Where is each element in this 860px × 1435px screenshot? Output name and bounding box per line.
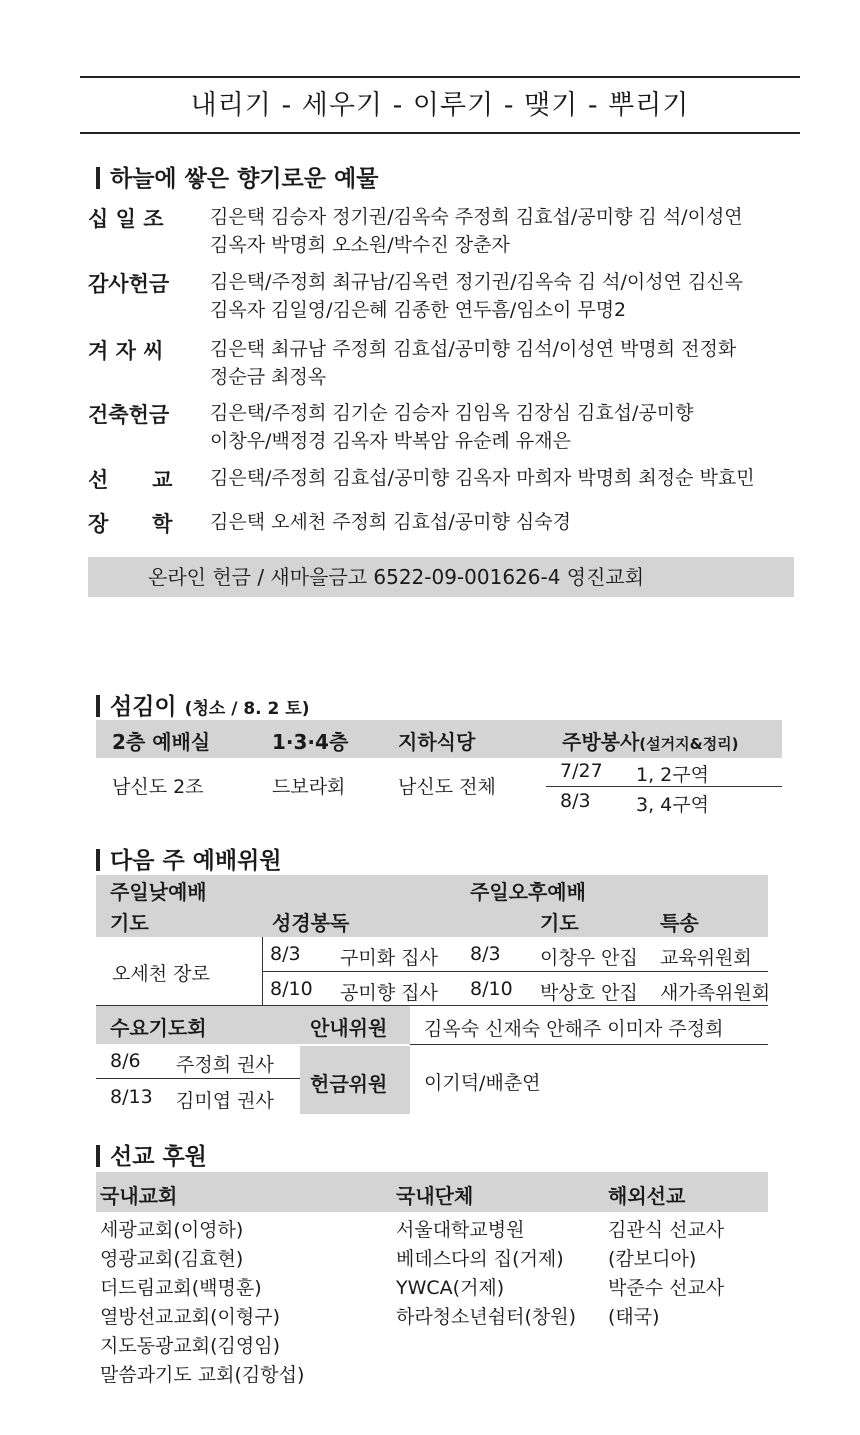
header-special-song: 특송 (660, 911, 699, 935)
servant-2f: 남신도 2조 (112, 776, 204, 798)
list-item: 베데스다의 집(거제) (396, 1248, 564, 1270)
offering-label: 겨 자 씨 (88, 339, 164, 363)
scripture-reader: 공미향 집사 (340, 982, 438, 1004)
domestic-churches-list (100, 1216, 304, 1390)
worship-date: 8/3 (270, 943, 301, 965)
guide-divider (410, 1044, 768, 1045)
afternoon-prayer: 박상호 안집 (540, 982, 638, 1004)
online-offering-account: 온라인 헌금 / 새마을금고 6522-09-001626-4 영진교회 (88, 557, 794, 597)
kitchen-date: 8/3 (560, 790, 591, 812)
worship-date-afternoon: 8/3 (470, 943, 501, 965)
banner-top-rule (80, 76, 800, 78)
offering-label: 건축헌금 (88, 403, 170, 427)
wednesday-leader: 주정희 권사 (176, 1054, 274, 1076)
list-item: YWCA(거제) (396, 1277, 505, 1299)
header-kitchen: 주방봉사(설거지&정리) (562, 730, 739, 754)
guide-members: 김옥숙 신재숙 안해주 이미자 주정희 (424, 1018, 724, 1040)
list-item: (캄보디아) (608, 1248, 697, 1270)
wednesday-divider (96, 1078, 300, 1079)
list-item: 열방선교교회(이형구) (100, 1306, 281, 1328)
header-overseas-mission: 해외선교 (608, 1184, 686, 1208)
scripture-reader: 구미화 집사 (340, 947, 438, 969)
kitchen-divider (546, 786, 782, 787)
banner-bottom-rule (80, 132, 800, 134)
offering-label: 선 교 (88, 468, 173, 492)
wednesday-date: 8/6 (110, 1050, 141, 1072)
list-item: 김관식 선교사 (608, 1219, 725, 1241)
domestic-orgs-list (396, 1216, 576, 1332)
wednesday-date: 8/13 (110, 1086, 153, 1108)
header-wednesday-prayer: 수요기도회 (110, 1016, 207, 1040)
wednesday-leader: 김미엽 권사 (176, 1090, 274, 1112)
offering-label: 감사헌금 (88, 272, 170, 296)
header-domestic-churches: 국내교회 (100, 1184, 178, 1208)
offerings-title: 하늘에 쌓은 향기로운 예물 (96, 160, 378, 193)
header-2f-hall: 2층 예배실 (112, 730, 211, 754)
worship-date-afternoon: 8/10 (470, 978, 513, 1000)
offering-names: 김은택/주정희 최규남/김옥련 정기권/김옥숙 김 석/이성연 김신옥 김옥자 김일영/김은혜 김종한 연두흠/임소이 무명2 (210, 271, 744, 321)
header-134f: 1·3·4층 (272, 730, 349, 754)
offering-names: 김은택/주정희 김기순 김승자 김임옥 김장심 김효섭/공미향 이창우/백정경 김옥자 박복암 유순례 유재은 (210, 402, 694, 452)
special-song-group: 새가족위원회 (660, 982, 771, 1004)
header-prayer: 기도 (110, 911, 149, 935)
servant-basement: 남신도 전체 (398, 776, 496, 798)
banner-motto: 내리기 - 세우기 - 이루기 - 맺기 - 뿌리기 (190, 90, 690, 121)
special-song-group: 교육위원회 (660, 947, 752, 969)
list-item: 박준수 선교사 (608, 1277, 725, 1299)
morning-prayer-person: 오세천 장로 (112, 963, 210, 985)
mission-title: 선교 후원 (96, 1138, 207, 1171)
list-item: 말씀과기도 교회(김항섭) (100, 1364, 305, 1386)
worship-date: 8/10 (270, 978, 313, 1000)
header-offering-committee: 헌금위원 (310, 1072, 388, 1096)
afternoon-prayer: 이창우 안집 (540, 947, 638, 969)
offering-names: 김은택 오세천 주정희 김효섭/공미향 심숙경 (210, 511, 571, 533)
kitchen-area: 3, 4구역 (636, 794, 709, 816)
offering-names: 김은택 최규남 주정희 김효섭/공미향 김석/이성연 박명희 전정화 정순금 최정옥 (210, 338, 737, 388)
list-item: 더드림교회(백명훈) (100, 1277, 262, 1299)
header-guide: 안내위원 (310, 1016, 388, 1040)
list-item: 세광교회(이영하) (100, 1219, 244, 1241)
offering-names: 김은택 김승자 정기권/김옥숙 주정희 김효섭/공미향 김 석/이성연 김옥자 박명희 오소원/박수진 장춘자 (210, 206, 743, 256)
list-item: 하라청소년쉼터(창원) (396, 1306, 577, 1328)
offering-label: 장 학 (88, 512, 173, 536)
header-sunday-afternoon: 주일오후예배 (470, 880, 586, 904)
worship-title: 다음 주 예배위원 (96, 842, 282, 875)
offering-label: 십 일 조 (88, 207, 164, 231)
servant-134f: 드보라회 (272, 776, 346, 798)
list-item: 지도동광교회(김영임) (100, 1335, 281, 1357)
header-sunday-morning: 주일낮예배 (110, 880, 207, 904)
offering-names: 김은택/주정희 김효섭/공미향 김옥자 마희자 박명희 최정순 박효민 (210, 467, 755, 489)
kitchen-date: 7/27 (560, 760, 603, 782)
list-item: (태국) (608, 1306, 660, 1328)
header-prayer-afternoon: 기도 (540, 911, 579, 935)
list-item: 영광교회(김효현) (100, 1248, 244, 1270)
offering-committee-members: 이기덕/배춘연 (424, 1072, 541, 1094)
worship-row-divider (262, 971, 768, 972)
header-scripture-reading: 성경봉독 (272, 911, 350, 935)
overseas-mission-list (608, 1216, 724, 1332)
kitchen-area: 1, 2구역 (636, 764, 709, 786)
header-domestic-orgs: 국내단체 (396, 1184, 474, 1208)
header-basement-dining: 지하식당 (398, 730, 476, 754)
servants-title: 섬김이 (청소 / 8. 2 토) (96, 688, 309, 721)
list-item: 서울대학교병원 (396, 1219, 525, 1241)
